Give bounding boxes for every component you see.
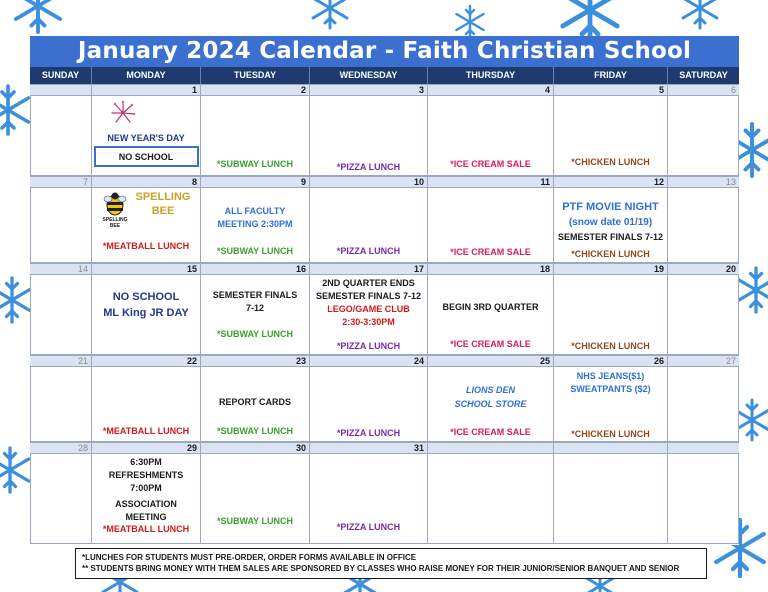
date-number-row: [30, 355, 739, 367]
date-number: 9: [201, 177, 310, 187]
day-cell: [428, 188, 554, 262]
event-ptf-snow-date: (snow date 01/19): [568, 217, 653, 228]
week-body: [30, 367, 739, 442]
date-number-row: [30, 442, 739, 454]
day-cell: [30, 367, 92, 441]
day-cell: [668, 454, 739, 543]
event-nhs-sweatpants: SWEATPANTS ($2): [570, 384, 651, 394]
date-number: 29: [92, 443, 201, 453]
date-number: 28: [30, 443, 92, 453]
event-semester-finals: SEMESTER FINALS: [212, 290, 298, 300]
bee-caption-line: SPELLING: [102, 217, 128, 223]
event-ice-cream-sale: *ICE CREAM SALE: [450, 427, 531, 437]
day-cell: [30, 188, 92, 262]
event-pt-association: ASSOCIATION: [115, 499, 177, 509]
event-quarter-ends: 2ND QUARTER ENDS: [322, 278, 415, 288]
event-ice-cream-sale: *ICE CREAM SALE: [450, 247, 531, 257]
date-number: 18: [428, 264, 554, 274]
date-number: [554, 443, 668, 453]
event-report-cards: REPORT CARDS: [218, 397, 291, 407]
date-number-row: [30, 176, 739, 188]
week-body: [30, 275, 739, 355]
event-chicken-lunch: *CHICKEN LUNCH: [571, 157, 650, 167]
day-cell: [92, 96, 201, 175]
date-number: 8: [92, 177, 201, 187]
week-row: [30, 176, 739, 263]
event-pizza-lunch: *PIZZA LUNCH: [336, 246, 401, 256]
event-ptf-movie-night: PTF MOVIE NIGHT: [562, 201, 659, 213]
date-number: 3: [310, 85, 428, 95]
event-pizza-lunch: *PIZZA LUNCH: [336, 428, 401, 438]
date-number: [30, 85, 92, 95]
date-number: 26: [554, 356, 668, 366]
calendar: [30, 36, 739, 545]
event-subway-lunch: *SUBWAY LUNCH: [216, 516, 293, 526]
day-cell: [92, 367, 201, 441]
day-cell: [554, 96, 668, 175]
day-cell: [668, 96, 739, 175]
dow-friday: FRIDAY: [554, 67, 668, 84]
event-subway-lunch: *SUBWAY LUNCH: [216, 246, 293, 256]
event-meatball-lunch: *MEATBALL LUNCH: [102, 524, 190, 534]
date-number: [668, 443, 739, 453]
bee-icon: [102, 191, 128, 217]
date-number: 1: [92, 85, 201, 95]
week-row: [30, 355, 739, 442]
event-semester-finals: SEMESTER FINALS 7-12: [315, 291, 422, 301]
day-cell: [668, 188, 739, 262]
event-pizza-lunch: *PIZZA LUNCH: [336, 522, 401, 532]
event-pizza-lunch: *PIZZA LUNCH: [336, 341, 401, 351]
date-number: 17: [310, 264, 428, 274]
date-number: 16: [201, 264, 310, 274]
date-number: 11: [428, 177, 554, 187]
day-cell: [92, 275, 201, 354]
footer-note: [75, 548, 707, 579]
event-chicken-lunch: *CHICKEN LUNCH: [571, 341, 650, 351]
day-cell: [554, 188, 668, 262]
date-number: 21: [30, 356, 92, 366]
date-number: 13: [725, 177, 736, 187]
day-cell: [201, 96, 310, 175]
date-number: 23: [201, 356, 310, 366]
event-faculty-line2: MEETING 2:30PM: [217, 219, 293, 229]
event-mlk-day: ML King JR DAY: [103, 307, 189, 319]
date-number: 27: [725, 356, 736, 366]
week-body: [30, 96, 739, 176]
week-row: [30, 442, 739, 544]
spelling-bee-line: BEE: [151, 205, 175, 217]
date-number: 14: [30, 264, 92, 274]
event-meatball-lunch: *MEATBALL LUNCH: [102, 426, 190, 436]
date-number: 20: [725, 264, 736, 274]
date-number: 4: [428, 85, 554, 95]
day-cell: [310, 367, 428, 441]
day-cell: [201, 275, 310, 354]
dow-wednesday: WEDNESDAY: [310, 67, 428, 84]
day-cell: [30, 96, 92, 175]
event-pt-refreshments: REFRESHMENTS: [108, 470, 184, 480]
event-lego-club: LEGO/GAME CLUB: [327, 304, 410, 314]
day-of-week-header: [30, 67, 739, 84]
event-meatball-lunch: *MEATBALL LUNCH: [102, 241, 190, 251]
date-number: 12: [554, 177, 668, 187]
day-cell: [92, 454, 201, 543]
dow-saturday: SATURDAY: [679, 70, 728, 80]
event-begin-quarter: BEGIN 3RD QUARTER: [442, 302, 539, 312]
firework-icon: [110, 100, 136, 126]
event-pizza-lunch: *PIZZA LUNCH: [336, 162, 401, 172]
event-lions-den: LIONS DEN: [465, 385, 515, 395]
day-cell: [554, 367, 668, 441]
event-ice-cream-sale: *ICE CREAM SALE: [450, 159, 531, 169]
date-number: 10: [310, 177, 428, 187]
event-pt-meeting: MEETING: [125, 512, 167, 522]
day-cell: [428, 96, 554, 175]
event-pt-time1: 6:30PM: [130, 457, 162, 467]
day-cell: [310, 275, 428, 354]
event-no-school: NO SCHOOL: [112, 291, 180, 303]
week-row: [30, 84, 739, 176]
event-new-years-day: NEW YEAR'S DAY: [107, 133, 185, 143]
event-subway-lunch: *SUBWAY LUNCH: [216, 329, 293, 339]
date-number: [428, 443, 554, 453]
event-lego-club-time: 2:30-3:30PM: [342, 317, 395, 327]
bee-caption: [100, 217, 130, 229]
day-cell: [201, 367, 310, 441]
day-cell: [428, 367, 554, 441]
day-cell: [554, 454, 668, 543]
date-number: 15: [92, 264, 201, 274]
event-school-store: SCHOOL STORE: [454, 399, 527, 409]
event-semester-finals: SEMESTER FINALS 7-12: [557, 232, 664, 242]
day-cell: [428, 275, 554, 354]
date-number-row: [30, 84, 739, 96]
event-faculty-line1: ALL FACULTY: [224, 206, 286, 216]
event-ice-cream-sale: *ICE CREAM SALE: [450, 339, 531, 349]
spelling-bee-line: SPELLING: [135, 191, 191, 203]
event-subway-lunch: *SUBWAY LUNCH: [216, 426, 293, 436]
date-number: 25: [428, 356, 554, 366]
event-no-school: NO SCHOOL: [118, 152, 174, 162]
week-body: [30, 454, 739, 544]
date-number: 30: [201, 443, 310, 453]
day-cell: [310, 96, 428, 175]
date-number: 31: [310, 443, 428, 453]
event-chicken-lunch: *CHICKEN LUNCH: [571, 249, 650, 259]
date-number: 5: [554, 85, 668, 95]
footer-note-line1: *LUNCHES FOR STUDENTS MUST PRE-ORDER, ORDER FORMS AVAILABLE IN OFFICE: [82, 553, 417, 562]
date-number: 22: [92, 356, 201, 366]
bee-caption-line: BEE: [109, 223, 121, 229]
day-cell: [554, 275, 668, 354]
footer-note-line2: ** STUDENTS BRING MONEY WITH THEM SALES ARE SPONSORED BY CLASSES WHO RAISE MONEY FOR THEIR JUNIOR/SENIOR BANQUET AND SENIOR: [82, 564, 680, 573]
date-number: 2: [201, 85, 310, 95]
day-cell: [30, 454, 92, 543]
dow-thursday: THURSDAY: [428, 67, 554, 84]
day-cell: [310, 454, 428, 543]
day-cell: [92, 188, 201, 262]
dow-tuesday: TUESDAY: [201, 67, 310, 84]
day-cell: [668, 367, 739, 441]
date-number: 24: [310, 356, 428, 366]
day-cell: [310, 188, 428, 262]
event-subway-lunch: *SUBWAY LUNCH: [216, 159, 293, 169]
day-cell: [668, 275, 739, 354]
event-semester-finals-grades: 7-12: [245, 303, 264, 313]
event-spelling-bee: [132, 190, 194, 218]
week-row: [30, 263, 739, 355]
event-pt-time2: 7:00PM: [130, 483, 162, 493]
day-cell: [201, 188, 310, 262]
day-cell: [428, 454, 554, 543]
calendar-title: January 2024 Calendar - Faith Christian School: [30, 36, 739, 67]
day-cell: [30, 275, 92, 354]
event-nhs-jeans: NHS JEANS($1): [576, 371, 645, 381]
dow-sunday: SUNDAY: [30, 67, 92, 84]
date-number: 7: [30, 177, 92, 187]
week-body: [30, 188, 739, 263]
day-cell: [201, 454, 310, 543]
date-number: 6: [730, 85, 736, 95]
date-number: 19: [554, 264, 668, 274]
dow-monday: MONDAY: [92, 67, 201, 84]
event-chicken-lunch: *CHICKEN LUNCH: [571, 429, 650, 439]
date-number-row: [30, 263, 739, 275]
